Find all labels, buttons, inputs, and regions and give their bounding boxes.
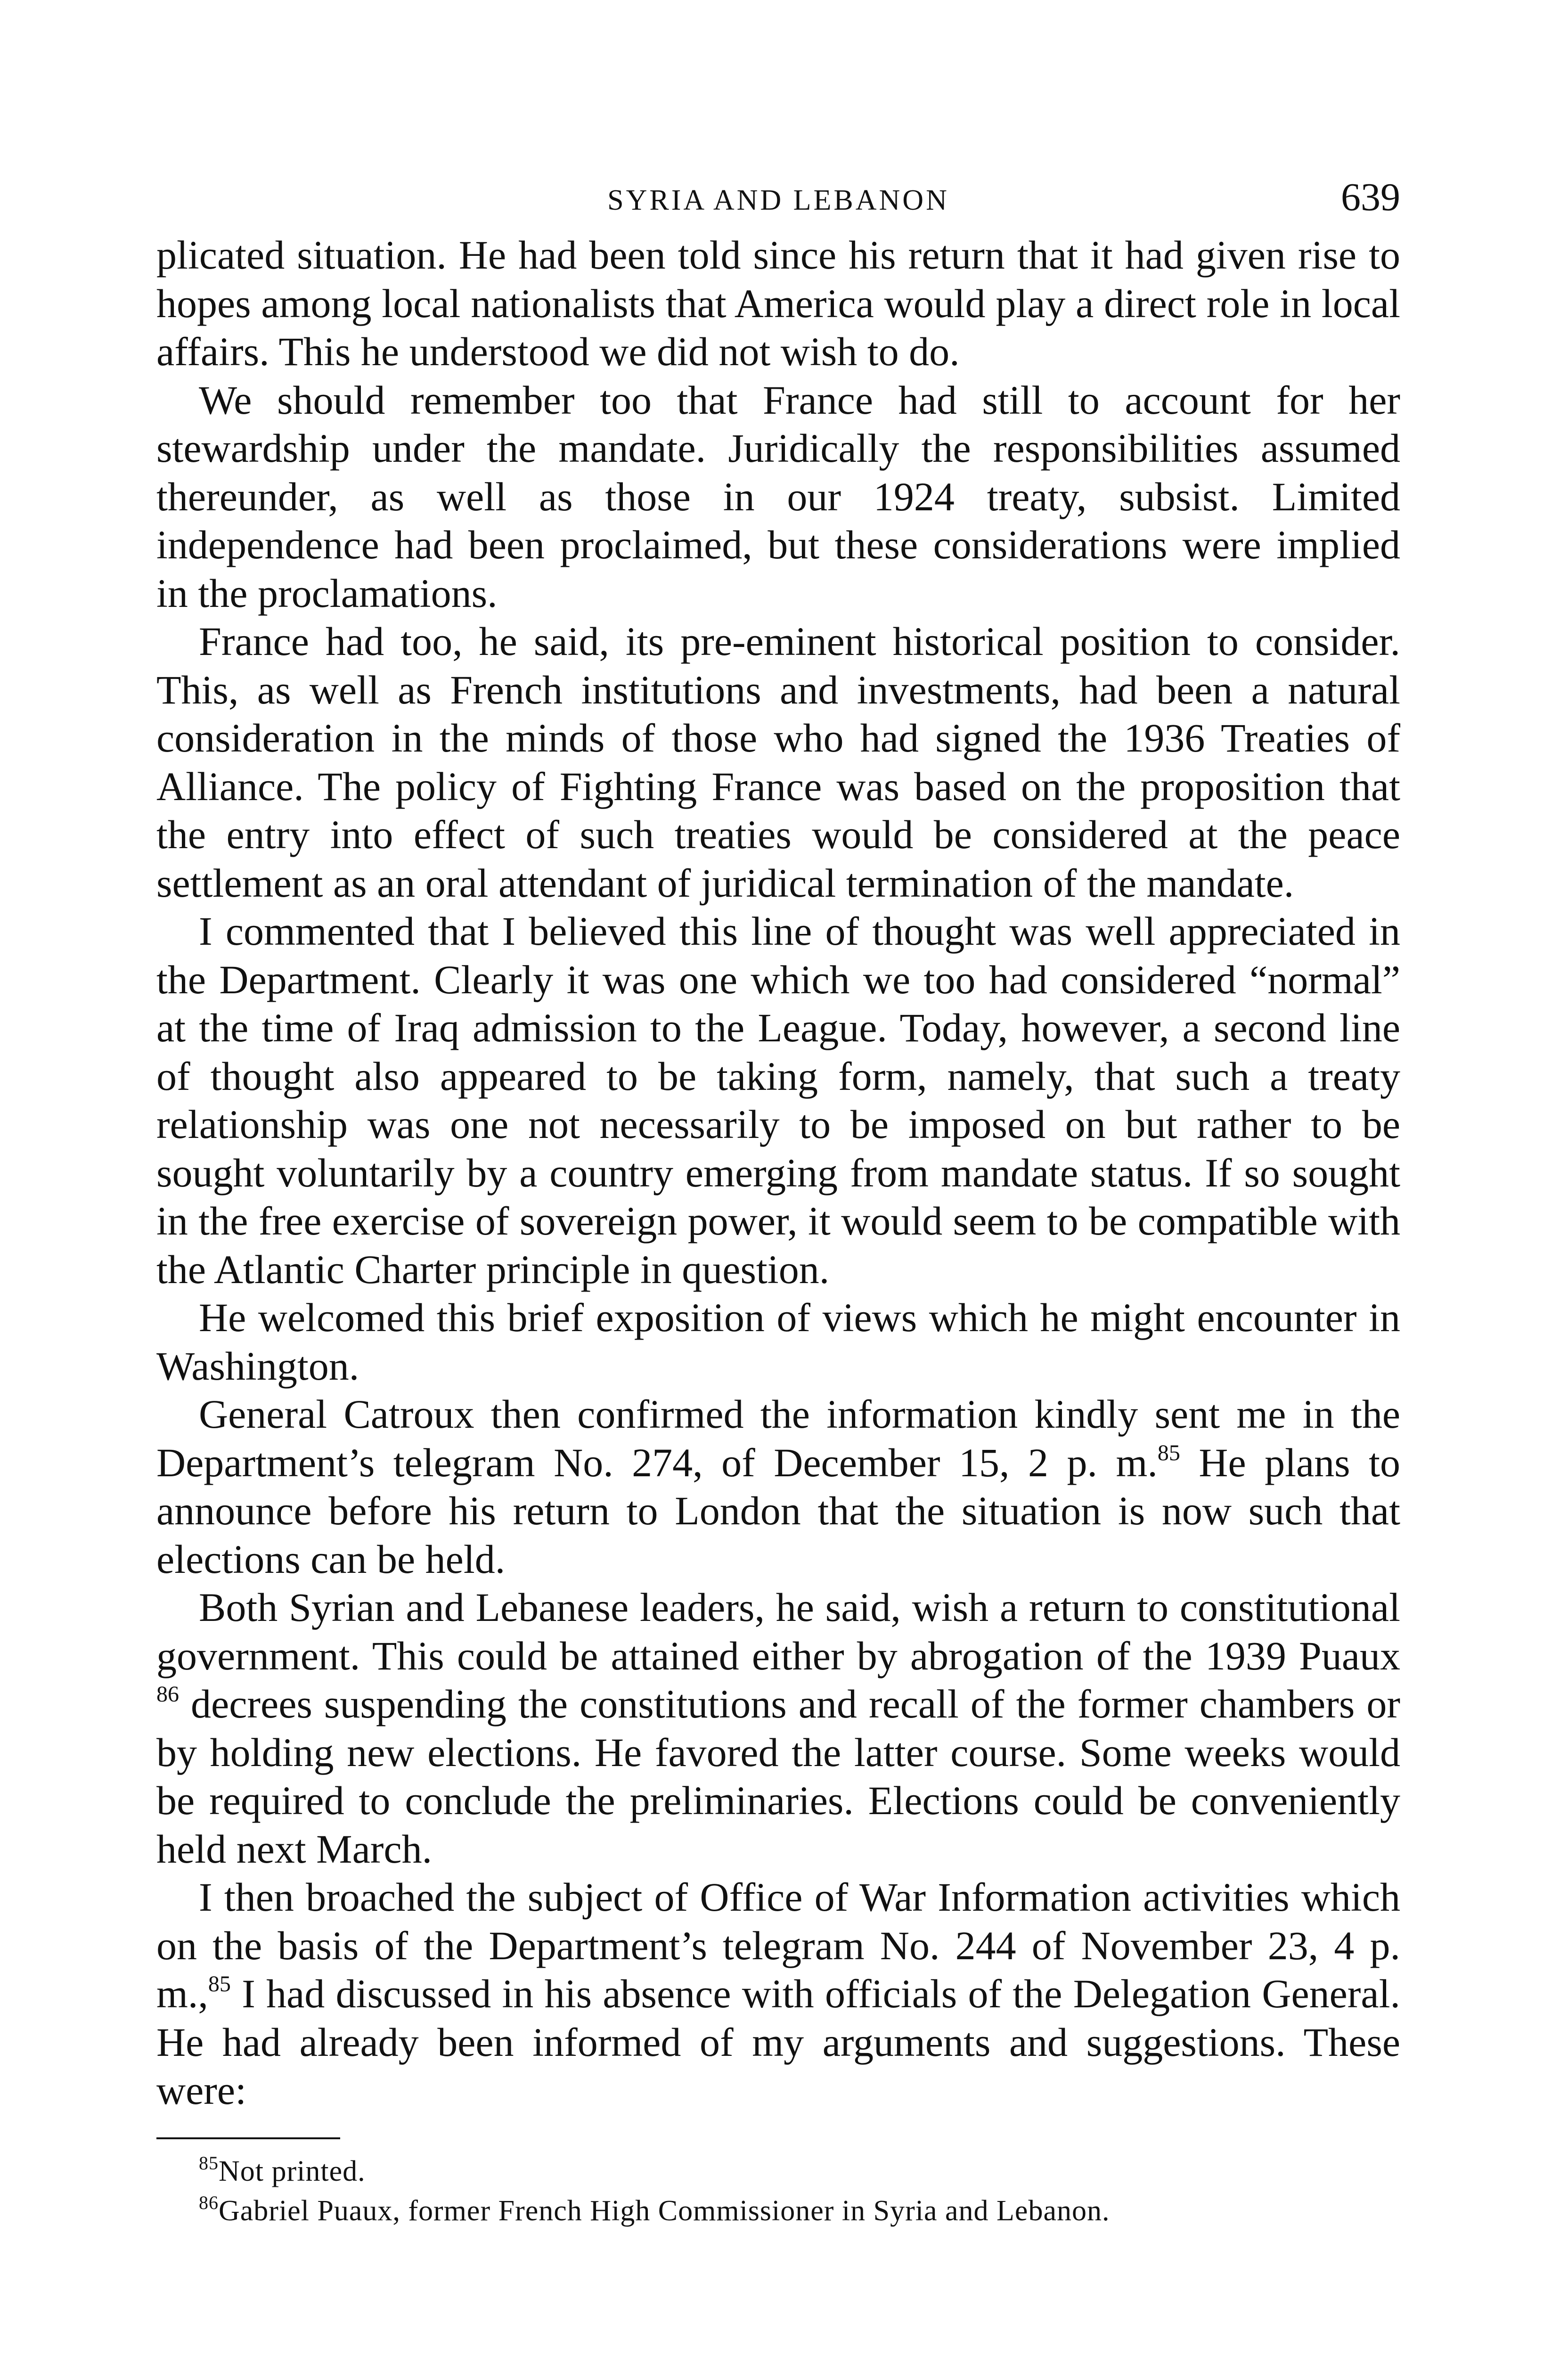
paragraph-8-text-before: I then broached the subject of Office of War Information activities which on the basis of the Department’s telegram No. 244 of November 23, 4 p. m., <box>156 1874 1400 2016</box>
paragraph-5: He welcomed this brief exposition of views which he might encounter in Washington. <box>156 1295 1400 1389</box>
paragraph-1: plicated situation. He had been told since his return that it had given rise to hopes among local nationalists that America would play a direct role in local affairs. This he understood we did not wish to do. <box>156 232 1400 374</box>
footnote-reference-85: 85 <box>1157 1440 1180 1465</box>
paragraph-2: We should remember too that France had still to account for her stewardship under the mandate. Juridically the responsibilities assumed thereunder, as well as those in our 1924 treaty, subsist. Limited independence had been proclaimed, but these considerations were implied in the proclamations. <box>156 377 1400 616</box>
running-title: SYRIA AND LEBANON <box>607 184 949 216</box>
paragraph-6-text-after: He plans to announce before his return to London that the situation is now such that elections can be held. <box>156 1440 1401 1582</box>
paragraph-7-text-after: decrees suspending the constitutions and recall of the former chambers or by holding new elections. He favored the latter course. Some weeks would be required to conclude the preliminaries. Elections could be conveniently held next March. <box>156 1681 1400 1872</box>
footnotes <box>156 2151 1400 2231</box>
footnote-marker: 85 <box>199 2152 219 2174</box>
footnote-text: Not printed. <box>219 2155 366 2187</box>
body-text <box>156 231 1400 2115</box>
paragraph-6 <box>156 1390 1400 1583</box>
paragraph-8 <box>156 1873 1400 2115</box>
document-page <box>156 160 1400 2231</box>
paragraph-8-text-after: I had discussed in his absence with officials of the Delegation General. He had already been informed of my arguments and suggestions. These were: <box>156 1971 1400 2113</box>
footnote-reference-86: 86 <box>156 1682 179 1707</box>
running-header <box>156 160 1400 231</box>
paragraph-3: France had too, he said, its pre-eminent historical position to consider. This, as well as French institutions and investments, had been a natural consideration in the minds of those who had signed the 1936 Treaties of Alliance. The policy of Fighting France was based on the proposition that the entry into effect of such treaties would be considered at the peace settlement as an oral attendant of juridical termination of the mandate. <box>156 619 1400 906</box>
footnote-marker: 86 <box>199 2192 219 2213</box>
footnote-divider <box>156 2137 340 2139</box>
paragraph-7-text-before: Both Syrian and Lebanese leaders, he said, wish a return to constitutional government. This could be attained either by abrogation of the 1939 Puaux <box>156 1585 1400 1678</box>
paragraph-6-text-before: General Catroux then confirmed the information kindly sent me in the Department’s telegram No. 274, of December 15, 2 p. m. <box>156 1391 1400 1485</box>
page-number: 639 <box>1341 175 1400 219</box>
footnote-86 <box>156 2191 1400 2231</box>
footnote-text: Gabriel Puaux, former French High Commissioner in Syria and Lebanon. <box>219 2194 1110 2227</box>
paragraph-4: I commented that I believed this line of thought was well appreciated in the Department. Clearly it was one which we too had considered “normal” at the time of Iraq admission to the League. Today, however, a second line of thought also appeared to be taking form, namely, that such a treaty relationship was one not necessarily to be imposed on but rather to be sought voluntarily by a country emerging from mandate status. If so sought in the free exercise of sovereign power, it would seem to be compatible with the Atlantic Charter principle in question. <box>156 908 1400 1292</box>
footnote-85 <box>156 2151 1400 2191</box>
paragraph-7 <box>156 1583 1400 1873</box>
footnote-reference-85-second: 85 <box>208 1972 231 1996</box>
